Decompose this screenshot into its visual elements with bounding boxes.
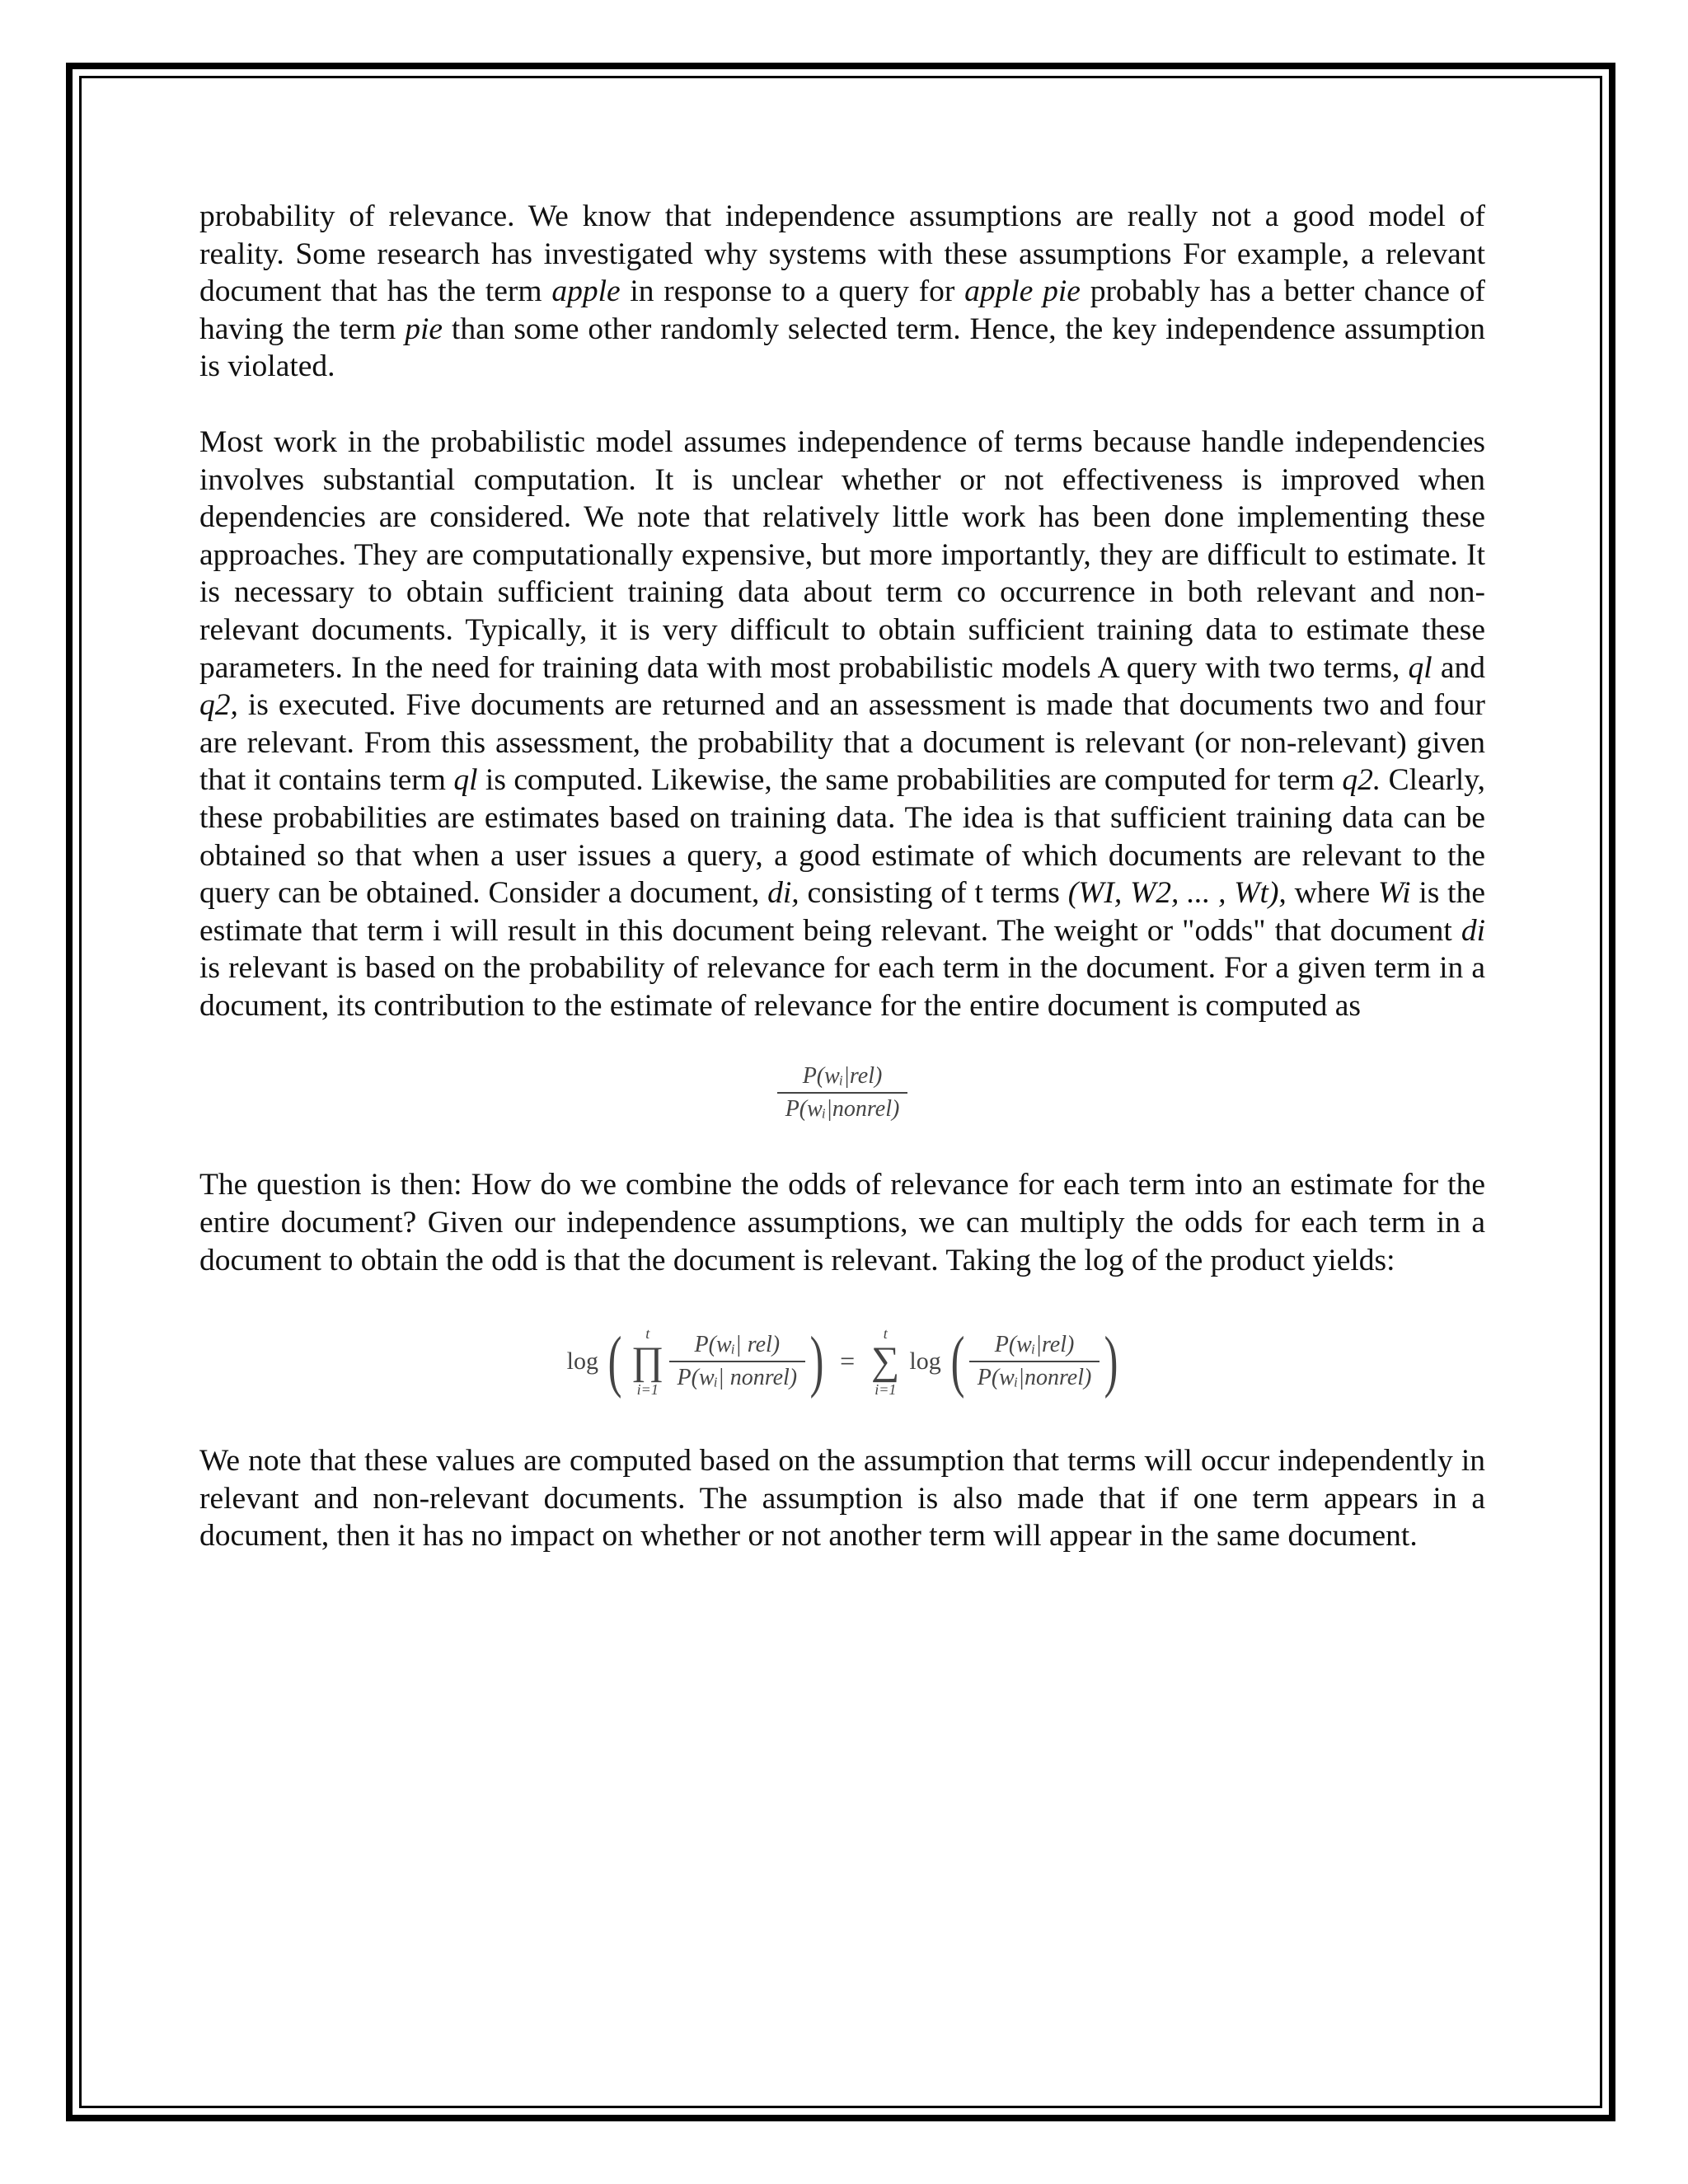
equals-sign: =: [840, 1346, 856, 1376]
sum-lower-limit: i=1: [874, 1381, 897, 1399]
page-content: [199, 198, 1485, 1555]
italic-term: apple: [551, 274, 621, 309]
italic-term: q2.: [1342, 763, 1381, 798]
product-operator: [631, 1325, 664, 1398]
text-run: and: [1432, 650, 1485, 685]
rhs-numerator: P(wᵢ|rel): [994, 1332, 1075, 1358]
text-run: where: [1286, 876, 1378, 911]
odds-ratio-equation: [199, 1061, 1485, 1125]
rhs-paren-close: ): [1104, 1323, 1118, 1400]
sum-symbol: ∑: [871, 1339, 900, 1384]
text-run: than some other randomly selected term. Hence, the key independence assumption is violated.: [199, 312, 1485, 384]
italic-term: apple pie: [964, 274, 1081, 309]
text-run: The question is then: How do we combine the odds of relevance for each term into an estimate for the entire document? Given our independence assumptions, we can multiply the odds for each term in a document to obtain the odd is that the document is relevant. Taking the log of the product yields:: [199, 1168, 1485, 1277]
product-upper-limit: t: [645, 1325, 650, 1343]
text-run: We note that these values are computed based on the assumption that terms will occur independently in relevant and non-relevant documents. The assumption is also made that if one term appears in a document, then it has no impact on whether or not another term will appear in the same document.: [199, 1444, 1485, 1554]
italic-term: di: [1461, 913, 1485, 948]
log-product-equation: [199, 1325, 1485, 1398]
sum-upper-limit: t: [883, 1325, 888, 1343]
italic-term: di,: [767, 876, 799, 911]
italic-term: ql: [1408, 650, 1432, 685]
text-run: is the estimate that term i will result in this document being relevant. The weight or "odds" that document: [199, 876, 1485, 948]
rhs-denominator: P(wᵢ|nonrel): [969, 1361, 1100, 1394]
lhs-denominator: P(wᵢ| nonrel): [669, 1361, 806, 1394]
text-run: consisting of t terms: [799, 876, 1068, 911]
text-run: Most work in the probabilistic model assumes independence of terms because handle independencies involves substantial computation. It is unclear whether or not effectiveness is improved when dependencies are considered. We note that relatively little work has been done implementing these approaches. They are computationally expensive, but more importantly, they are difficult to estimate. It is necessary to obtain sufficient training data about term co occurrence in both relevant and non-relevant documents. Typically, it is very difficult to obtain sufficient training data to estimate these parameters. In the need for training data with most probabilistic models A query with two terms,: [199, 424, 1485, 685]
rhs-paren-open: (: [950, 1323, 965, 1400]
fraction-numerator: P(wᵢ|rel): [802, 1063, 883, 1090]
text-run: is executed. Five documents are returned and an assessment is made that documents two and four are relevant. From this assessment, the probability that a document is relevant (or non-relevant) given that it contains term: [199, 688, 1485, 798]
text-run: is relevant is based on the probability of relevance for each term in the document. For a given term in a document, its contribution to the estimate of relevance for the entire document is computed as: [199, 951, 1485, 1023]
italic-term: Wi: [1378, 876, 1411, 911]
text-run: is computed. Likewise, the same probabilities are computed for term: [477, 763, 1343, 798]
odds-fraction: [777, 1061, 908, 1125]
paragraph-2: [199, 424, 1485, 1025]
lhs-fraction: [669, 1329, 806, 1394]
italic-term: (WI, W2, ... , Wt),: [1067, 876, 1287, 911]
fraction-denominator: P(wᵢ|nonrel): [777, 1092, 908, 1125]
product-symbol: ∏: [631, 1339, 664, 1384]
lhs-numerator: P(wᵢ| rel): [694, 1332, 781, 1358]
text-run: Clearly, these probabilities are estimates based on training data. The idea is that sufficient training data can be obtained so that when a user issues a query, a good estimate of which documents are relevant to the query can be obtained. Consider a document,: [199, 763, 1485, 911]
paren-open: (: [607, 1323, 622, 1400]
italic-term: q2,: [199, 688, 238, 723]
sum-operator: [871, 1325, 899, 1398]
text-run: in response to a query for: [620, 274, 965, 309]
paragraph-4: [199, 1442, 1485, 1555]
rhs-fraction: [969, 1329, 1100, 1394]
paren-close: ): [809, 1323, 824, 1400]
paragraph-3: [199, 1166, 1485, 1279]
paragraph-1: [199, 198, 1485, 386]
rhs-log-label: log: [909, 1347, 941, 1376]
product-lower-limit: i=1: [636, 1381, 659, 1399]
text-run: probability of relevance. We know that independence assumptions are really not a good model of reality. Some research has investigated why systems with these assumptions For example, a relevant document that has the term: [199, 199, 1485, 309]
italic-term: pie: [405, 312, 443, 346]
text-run: probably has a better chance of having the term: [199, 274, 1485, 346]
log-label: log: [566, 1347, 599, 1376]
italic-term: ql: [453, 763, 478, 798]
